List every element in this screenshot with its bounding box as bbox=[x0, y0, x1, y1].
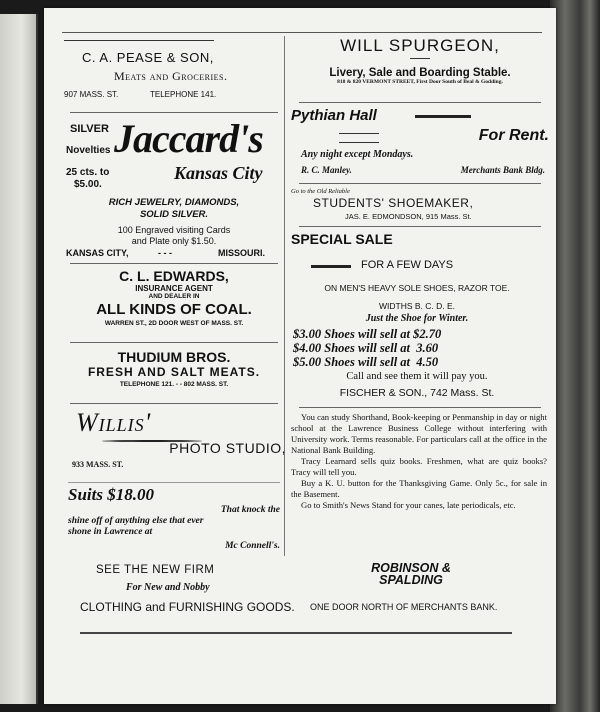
suits-headline: Suits $18.00 bbox=[68, 485, 154, 504]
left-column bbox=[62, 36, 286, 553]
new-firm-clothing: CLOTHING and FURNISHING GOODS. bbox=[80, 600, 295, 614]
sale-days: FOR A FEW DAYS bbox=[361, 259, 454, 271]
notice-news-stand: Go to Smith's News Stand for your canes, late periodicals, etc. bbox=[301, 500, 516, 510]
sale-widths: WIDTHS B. C. D. E. bbox=[378, 301, 456, 311]
divider bbox=[299, 102, 541, 103]
adjacent-page-edge bbox=[0, 14, 38, 704]
jaccard-loc-city: KANSAS CITY, bbox=[66, 248, 129, 258]
jaccard-price: 25 cts. to bbox=[66, 167, 110, 178]
divider bbox=[70, 112, 278, 113]
shoemaker-address: JAS. E. EDMONDSON, 915 Mass. St. bbox=[345, 212, 472, 221]
pease-line: Meats and Groceries. bbox=[114, 69, 228, 83]
notice-quiz-books: Tracy Learnard sells quiz books. Freshmen, what are quiz books? Tracy will tell you. bbox=[291, 456, 547, 477]
edwards-name: C. L. EDWARDS, bbox=[119, 268, 229, 284]
jaccard-loc-state: MISSOURI. bbox=[218, 248, 266, 258]
right-column bbox=[284, 36, 549, 556]
pease-address: 907 MASS. ST. bbox=[64, 90, 119, 99]
suits-line2: shine off of anything else that ever bbox=[68, 516, 204, 526]
top-rule bbox=[62, 32, 542, 33]
spurgeon-line: Livery, Sale and Boarding Stable. bbox=[329, 67, 511, 79]
jaccard-novelties: Novelties bbox=[66, 145, 111, 156]
firm-door: ONE DOOR NORTH OF MERCHANTS BANK. bbox=[310, 602, 498, 612]
ad-shoemaker bbox=[291, 188, 549, 222]
bottom-rule bbox=[80, 632, 512, 634]
jaccard-line2: SOLID SILVER. bbox=[139, 209, 209, 220]
ad-jaccard bbox=[62, 117, 286, 259]
ornament-icon bbox=[410, 58, 430, 65]
book-spine bbox=[550, 0, 600, 712]
pythian-contact: R. C. Manley. bbox=[301, 165, 352, 175]
pen-icon bbox=[311, 265, 351, 268]
thudium-address: - - 802 MASS. ST. bbox=[175, 381, 229, 388]
spurgeon-address: 818 & 820 VERMONT STREET, First Door South of Beal & Godding. bbox=[337, 79, 503, 85]
notices bbox=[291, 412, 549, 511]
shoemaker-go: Go to the Old Reliable bbox=[291, 188, 350, 195]
sale-winter: Just the Shoe for Winter. bbox=[365, 313, 469, 324]
sale-price-1: $3.00 Shoes will sell at $2.70 bbox=[293, 327, 442, 341]
suits-store: Mc Connell's. bbox=[225, 541, 280, 551]
pen-icon bbox=[415, 115, 471, 118]
willis-logo: Willis' bbox=[76, 408, 152, 437]
jaccard-city: Kansas City bbox=[174, 163, 263, 183]
willis-studio: PHOTO STUDIO, bbox=[169, 440, 286, 456]
suits-line1: That knock the bbox=[220, 505, 280, 515]
pythian-title: Pythian Hall bbox=[291, 107, 377, 124]
pythian-bldg: Merchants Bank Bldg. bbox=[460, 165, 545, 175]
pythian-line: Any night except Mondays. bbox=[301, 149, 414, 160]
jaccard-line4: and Plate only $1.50. bbox=[131, 236, 217, 246]
sale-price-2: $4.00 Shoes will sell at 3.60 bbox=[293, 341, 439, 355]
divider bbox=[299, 226, 541, 227]
pythian-rent: For Rent. bbox=[478, 127, 549, 144]
edwards-dealer: AND DEALER IN bbox=[148, 293, 200, 300]
new-firm-nobby: For New and Nobby bbox=[126, 582, 210, 593]
notice-ku-button: Buy a K. U. button for the Thanksgiving Game. Only 5c., for sale in the Basement. bbox=[291, 478, 547, 499]
sale-price-3: $5.00 Shoes will sell at 4.50 bbox=[293, 355, 439, 369]
sale-call: Call and see them it will pay you. bbox=[346, 371, 488, 382]
ornament-icon bbox=[339, 133, 379, 143]
firm-name: ROBINSON & SPALDING bbox=[371, 561, 451, 587]
ad-spurgeon bbox=[291, 36, 549, 98]
edwards-title: INSURANCE AGENT bbox=[135, 284, 213, 293]
ad-suits bbox=[68, 482, 280, 553]
ad-edwards bbox=[62, 268, 286, 338]
thudium-phone: TELEPHONE 121. bbox=[119, 381, 174, 388]
pease-name: C. A. PEASE & SON, bbox=[82, 50, 214, 65]
jaccard-price2: $5.00. bbox=[74, 179, 102, 190]
new-firm-heading: SEE THE NEW FIRM bbox=[96, 564, 215, 576]
pease-phone: TELEPHONE 141. bbox=[150, 90, 217, 99]
divider bbox=[299, 407, 541, 408]
sale-title: SPECIAL SALE bbox=[291, 231, 393, 247]
jaccard-loc-dash: - - - bbox=[158, 248, 172, 258]
sale-store: FISCHER & SON., 742 Mass. St. bbox=[339, 387, 495, 399]
ad-thudium bbox=[62, 349, 286, 399]
sale-line1: ON MEN'S HEAVY SOLE SHOES, RAZOR TOE. bbox=[324, 283, 510, 293]
jaccard-logo: Jaccard's bbox=[114, 116, 263, 161]
suits-line3: shone in Lawrence at bbox=[68, 527, 153, 537]
ornament-icon bbox=[64, 40, 214, 41]
ad-special-sale bbox=[291, 231, 549, 403]
divider bbox=[70, 342, 278, 343]
divider bbox=[299, 183, 541, 184]
jaccard-line1: RICH JEWELRY, DIAMONDS, bbox=[108, 197, 240, 208]
ad-pythian bbox=[291, 107, 549, 179]
notice-business-college: You can study Shorthand, Book-keeping or Penmanship in day or night school at the Lawrence Business College without interfering with University work. Terms reasonable. For particulars call at the office in the National Bank Building. bbox=[291, 412, 547, 455]
jaccard-silver: SILVER bbox=[70, 123, 109, 135]
ad-pease bbox=[62, 36, 286, 108]
edwards-address: WARREN ST., 2D DOOR WEST OF MASS. ST. bbox=[104, 320, 244, 327]
thudium-line: FRESH AND SALT MEATS. bbox=[87, 365, 261, 379]
thudium-name: THUDIUM BROS. bbox=[117, 349, 231, 365]
willis-address: 933 MASS. ST. bbox=[72, 460, 124, 469]
spurgeon-name: WILL SPURGEON, bbox=[340, 36, 500, 55]
thudium-contact bbox=[62, 381, 286, 388]
divider bbox=[70, 403, 278, 404]
edwards-coal: ALL KINDS OF COAL. bbox=[96, 301, 252, 318]
divider bbox=[70, 263, 278, 264]
jaccard-line3: 100 Engraved visiting Cards bbox=[117, 225, 231, 235]
shoemaker-name: STUDENTS' SHOEMAKER, bbox=[313, 196, 474, 210]
ad-willis bbox=[62, 408, 286, 482]
advertisement-page bbox=[44, 8, 556, 704]
